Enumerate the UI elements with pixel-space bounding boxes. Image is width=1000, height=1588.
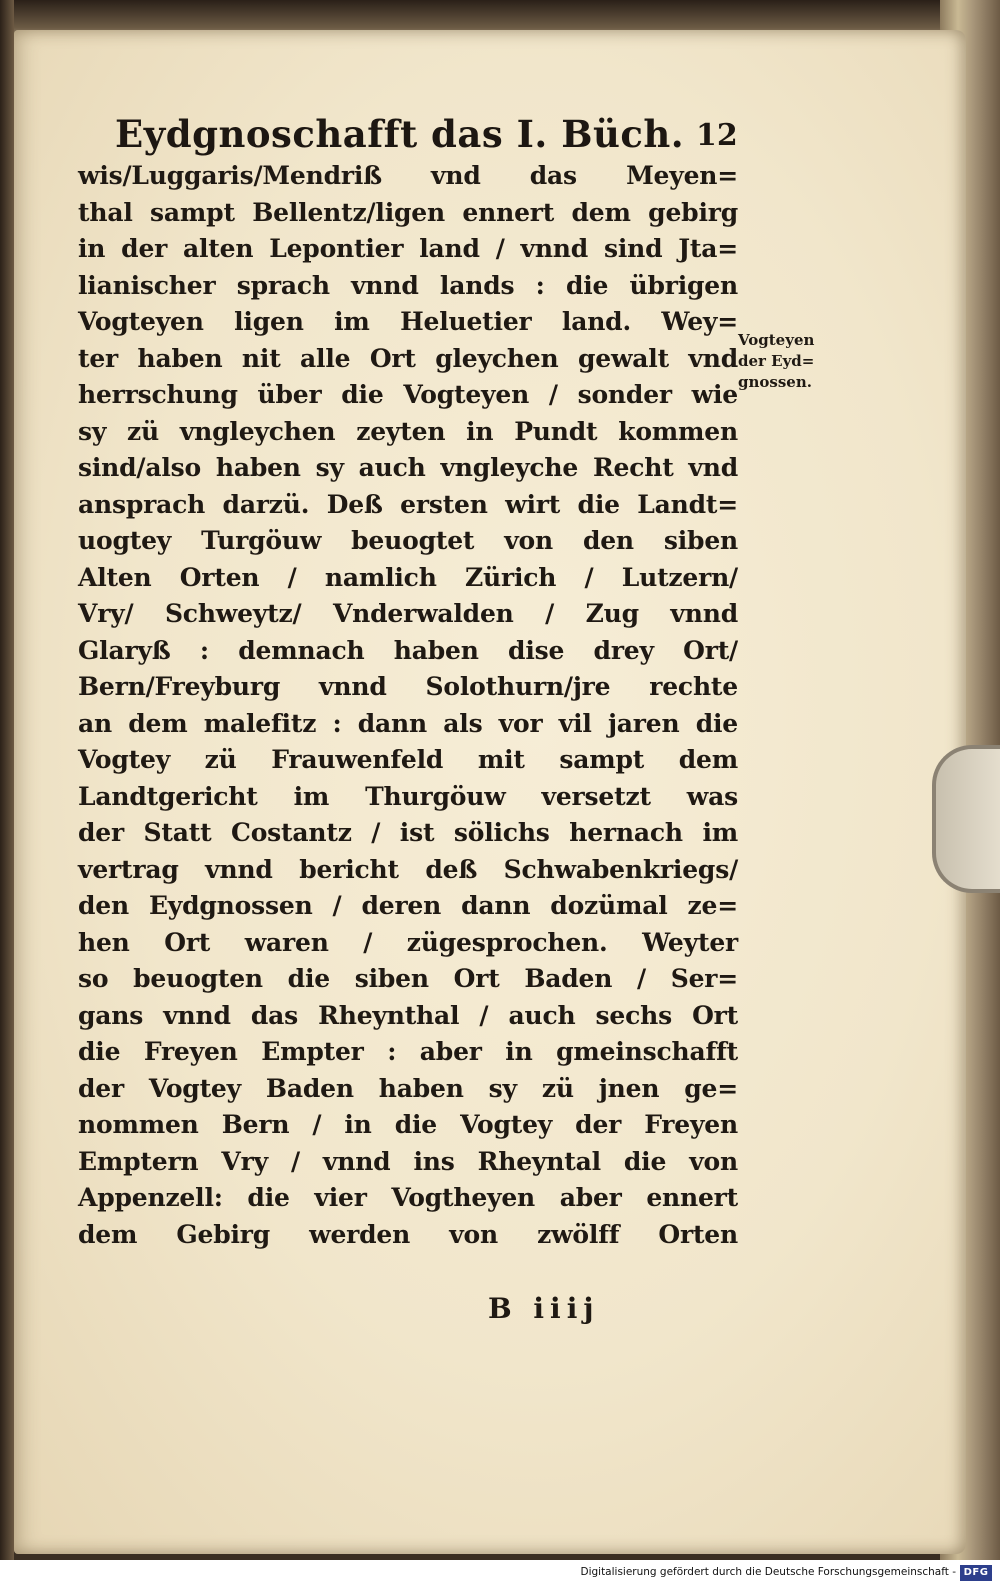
text-line: Emptern Vry / vnnd ins Rheyntal die von (78, 1146, 738, 1176)
text-line: Vry/ Schweytz/ Vnderwalden / Zug vnnd (78, 599, 738, 628)
dfg-logo-icon: DFG (960, 1565, 992, 1581)
text-line: Vogteyen ligen im Heluetier land. Wey= (78, 307, 738, 336)
text-line: ansprach darzü. Deß ersten wirt die Landt= (78, 489, 738, 519)
body-text (78, 158, 738, 1298)
text-line: Bern/Freyburg vnnd Solothurn/jre rechte (78, 672, 738, 701)
text-line: lianischer sprach vnnd lands : die übrigen (78, 270, 738, 300)
text-line: Appenzell: die vier Vogtheyen aber ennert (78, 1183, 738, 1212)
book-edge-left (0, 0, 14, 1560)
text-line: so beuogten die siben Ort Baden / Ser= (78, 964, 738, 993)
text-line: an dem malefitz : dann als vor vil jaren die (78, 708, 738, 738)
marginal-note (738, 330, 868, 410)
text-line: thal sampt Bellentz/ligen ennert dem gebirg (78, 197, 738, 227)
marginal-note-line: der Eyd= (738, 352, 815, 370)
text-line: hen Ort waren / zügesprochen. Weyter (78, 927, 738, 957)
marginal-note-line: gnossen. (738, 373, 812, 391)
text-line: sy zü vngleychen zeyten in Pundt kommen (78, 416, 738, 446)
page-clasp (932, 745, 1000, 893)
text-line: der Statt Costantz / ist sölichs hernach im (78, 818, 738, 847)
text-line: Alten Orten / namlich Zürich / Lutzern/ (78, 562, 738, 592)
text-line: nommen Bern / in die Vogtey der Freyen (78, 1110, 738, 1139)
running-head: Eydgnoschafft das I. Büch. (115, 112, 685, 156)
text-line: gans vnnd das Rheynthal / auch sechs Ort (78, 1000, 738, 1030)
text-line: sind/also haben sy auch vngleyche Recht vnd (78, 453, 738, 482)
marginal-note-line: Vogteyen (738, 331, 815, 349)
text-line: uogtey Turgöuw beuogtet von den siben (78, 526, 738, 555)
text-line: in der alten Lepontier land / vnnd sind Jta= (78, 234, 738, 263)
text-line: Landtgericht im Thurgöuw versetzt was (78, 781, 738, 811)
text-line: die Freyen Empter : aber in gmeinschafft (78, 1037, 738, 1066)
page-number: 12 (696, 118, 738, 153)
text-line: der Vogtey Baden haben sy zü jnen ge= (78, 1073, 738, 1103)
text-line: herrschung über die Vogteyen / sonder wie (78, 380, 738, 409)
text-line: den Eydgnossen / deren dann dozümal ze= (78, 891, 738, 920)
text-line: dem Gebirg werden von zwölff Orten (78, 1219, 738, 1249)
digitization-credit: Digitalisierung gefördert durch die Deutsche Forschungsgemeinschaft - (580, 1566, 956, 1578)
text-line: ter haben nit alle Ort gleychen gewalt vnd (78, 343, 738, 373)
text-line: Glaryß : demnach haben dise drey Ort/ (78, 635, 738, 665)
text-line: vertrag vnnd bericht deß Schwabenkriegs/ (78, 854, 738, 884)
text-line: wis/Luggaris/Mendriß vnd das Meyen= (78, 161, 738, 190)
signature-mark: B iiij (488, 1292, 600, 1325)
text-line: Vogtey zü Frauwenfeld mit sampt dem (78, 745, 738, 774)
